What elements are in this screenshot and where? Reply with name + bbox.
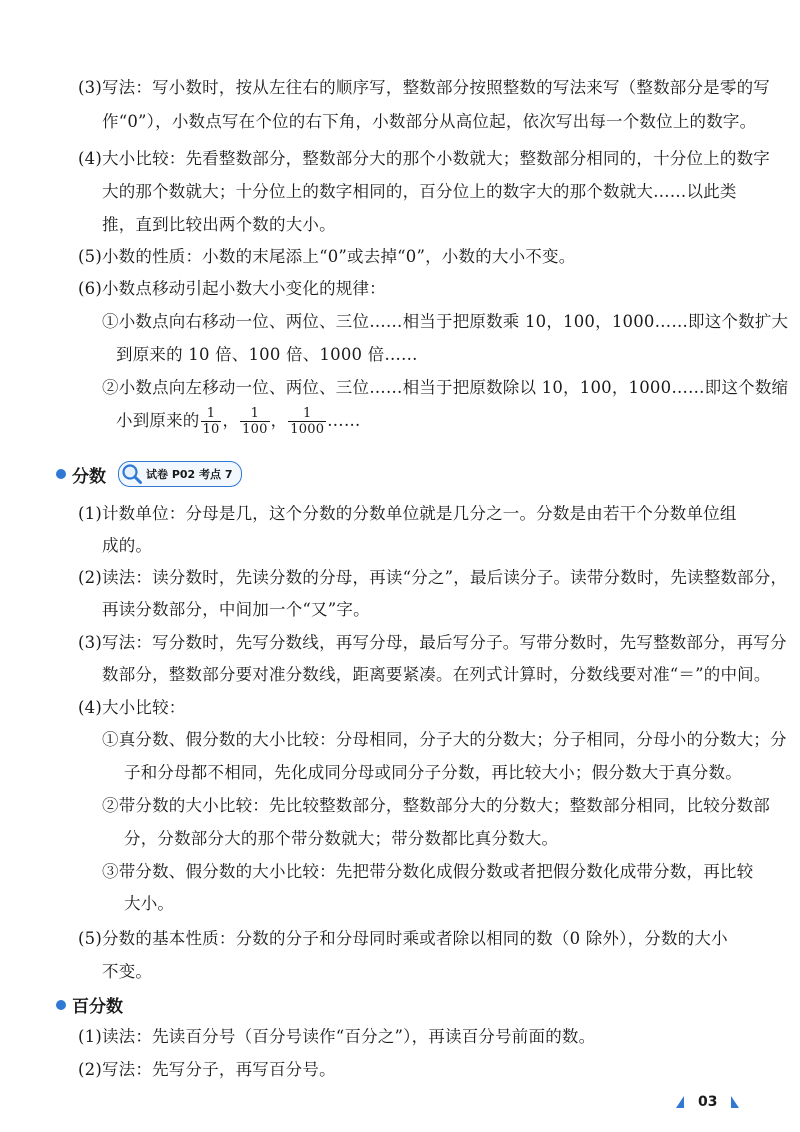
- fraction-compare-2-line-2: 分，分数部分大的那个带分数就大；带分数都比真分数大。: [124, 829, 559, 848]
- percent-heading: [56, 992, 123, 1017]
- fraction-compare-1-line-2: 子和分母都不相同，先化成同分母或同分子分数，再比较大小；假分数大于真分数。: [124, 763, 742, 782]
- bullet-dot-icon: [56, 1000, 66, 1010]
- decimal-rule-right-line-1: ①小数点向右移动一位、两位、三位……相当于把原数乘 10，100，1000……即这个数扩大: [102, 312, 789, 331]
- fraction-reading-line-2: 再读分数部分，中间加一个“又”字。: [102, 600, 370, 619]
- decimal-writing-line-2: 作“0”），小数点写在个位的右下角，小数部分从高位起，依次写出每一个数位上的数字。: [102, 112, 757, 131]
- fraction-ellipsis: ……: [327, 411, 361, 430]
- fraction-compare-3-line-2: 大小。: [124, 894, 175, 913]
- fraction-compare-heading: (4)大小比较：: [78, 698, 186, 717]
- fraction-compare-1-line-1: ①真分数、假分数的大小比较：分母相同，分子大的分数大；分子相同，分母小的分数大；分: [102, 730, 787, 749]
- fraction-property-line-1: (5)分数的基本性质：分数的分子和分母同时乘或者除以相同的数（0 除外），分数的大小: [78, 929, 728, 948]
- fraction-prefix: 小到原来的: [116, 411, 200, 430]
- decimal-rule-left-line-1: ②小数点向左移动一位、两位、三位……相当于把原数除以 10，100，1000……即这个数缩: [102, 378, 789, 397]
- fraction-property-line-2: 不变。: [102, 962, 153, 981]
- percent-title: 百分数: [72, 997, 123, 1017]
- fraction-one-tenth: $\frac{1}{10}$: [202, 406, 220, 437]
- exam-reference-text: 试卷 P02 考点 7: [146, 468, 233, 481]
- fraction-one-hundredth: $\frac{1}{100}$: [242, 406, 268, 437]
- decimal-rule-right-line-2: 到原来的 10 倍、100 倍、1000 倍……: [116, 345, 418, 364]
- decimal-rule-left-line-2: [116, 406, 361, 437]
- fraction-one-thousandth: $\frac{1}{1000}$: [290, 406, 325, 437]
- decimal-point-rule-heading: (6)小数点移动引起小数大小变化的规律：: [78, 279, 386, 298]
- fractions-heading: [56, 461, 242, 487]
- bullet-dot-icon: [56, 469, 66, 479]
- decimal-compare-line-1: (4)大小比较：先看整数部分，整数部分大的那个小数就大；整数部分相同的，十分位上的数字: [78, 149, 770, 168]
- percent-reading-line: (1)读法：先读百分号（百分号读作“百分之”），再读百分号前面的数。: [78, 1027, 596, 1046]
- page-number: 03: [698, 1094, 718, 1110]
- fraction-reading-line-1: (2)读法：读分数时，先读分数的分母，再读“分之”，最后读分子。读带分数时，先读整数部分，: [78, 568, 788, 587]
- decimal-compare-line-2: 大的那个数就大；十分位上的数字相同的，百分位上的数字大的那个数就大……以此类: [102, 182, 737, 201]
- fraction-unit-line-2: 成的。: [102, 536, 153, 555]
- fraction-separator: ，: [222, 411, 240, 430]
- exam-reference-badge: [118, 461, 242, 487]
- fraction-compare-3-line-1: ③带分数、假分数的大小比较：先把带分数化成假分数或者把假分数化成带分数，再比较: [102, 862, 754, 881]
- triangle-left-icon: [676, 1096, 684, 1108]
- fraction-unit-line-1: (1)计数单位：分母是几，这个分数的分数单位就是几分之一。分数是由若干个分数单位组: [78, 504, 737, 523]
- fraction-writing-line-1: (3)写法：写分数时，先写分数线，再写分母，最后写分子。写带分数时，先写整数部分，再写分: [78, 633, 787, 652]
- fraction-separator: ，: [270, 411, 288, 430]
- decimal-property-line: (5)小数的性质：小数的末尾添上“0”或去掉“0”，小数的大小不变。: [78, 247, 576, 266]
- decimal-writing-line-1: (3)写法：写小数时，按从左往右的顺序写，整数部分按照整数的写法来写（整数部分是零的写: [78, 78, 770, 97]
- magnifier-icon: [121, 463, 143, 485]
- page-footer: [676, 1094, 739, 1110]
- fraction-compare-2-line-1: ②带分数的大小比较：先比较整数部分，整数部分大的分数大；整数部分相同，比较分数部: [102, 796, 770, 815]
- fractions-title: 分数: [72, 466, 106, 487]
- triangle-right-icon: [731, 1096, 739, 1108]
- percent-writing-line: (2)写法：先写分子，再写百分号。: [78, 1060, 336, 1079]
- decimal-compare-line-3: 推，直到比较出两个数的大小。: [102, 215, 336, 234]
- fraction-writing-line-2: 数部分，整数部分要对准分数线，距离要紧凑。在列式计算时，分数线要对准“＝”的中间。: [102, 665, 771, 684]
